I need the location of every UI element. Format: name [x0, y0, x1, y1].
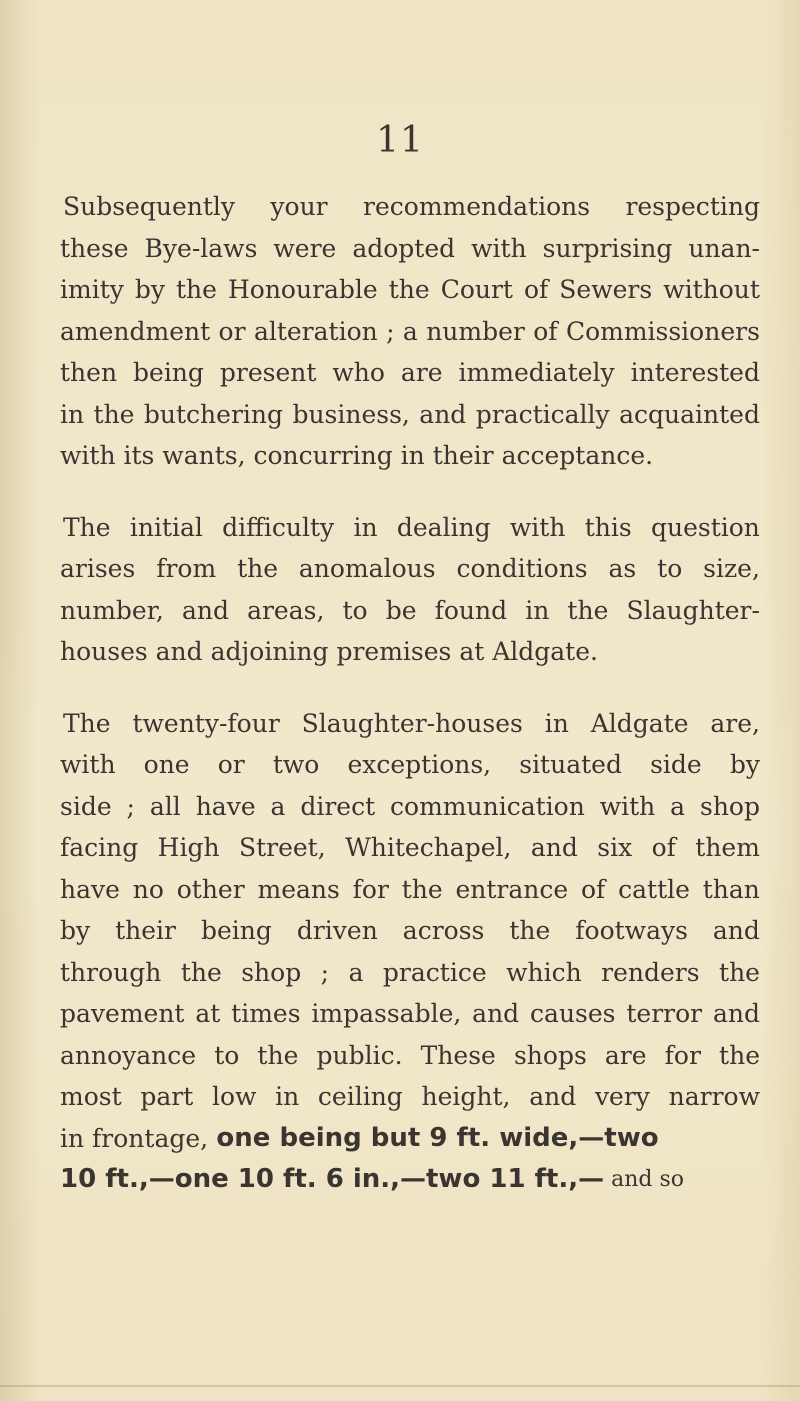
word: a: [670, 791, 686, 821]
word: acquainted: [619, 399, 760, 429]
line-text: houses and adjoining premises at Aldgate.: [60, 637, 598, 666]
word: the: [567, 595, 609, 625]
text-line: [60, 786, 760, 828]
word: immediately: [458, 358, 615, 387]
word: than: [702, 874, 760, 904]
word: by: [134, 275, 166, 304]
word: butchering: [143, 399, 284, 429]
word: with: [60, 750, 116, 779]
word: ;: [386, 316, 395, 346]
word: The: [63, 512, 111, 542]
word: Slaughter-houses: [301, 708, 523, 738]
word: direct: [300, 791, 376, 821]
bold-measurement-text: one being but 9 ft. wide,—two: [216, 1122, 659, 1153]
word: dealing: [396, 512, 491, 542]
text-line: [60, 952, 760, 994]
word: Slaughter-: [626, 595, 760, 625]
word: all: [149, 791, 181, 821]
word: other: [176, 874, 245, 904]
word: their: [115, 916, 176, 945]
word: shop: [699, 791, 760, 821]
word: pavement: [60, 999, 185, 1028]
word: and: [472, 999, 520, 1028]
word: narrow: [668, 1082, 760, 1111]
word: Aldgate: [590, 708, 689, 738]
word: by: [60, 916, 91, 945]
body-text: [60, 186, 760, 1231]
word: public.: [316, 1040, 403, 1070]
word: the: [509, 916, 551, 945]
word: as: [608, 554, 637, 583]
word: and: [530, 833, 578, 862]
word: shop: [241, 957, 302, 987]
word: have: [60, 874, 120, 904]
word: practically: [475, 399, 610, 429]
word: interested: [630, 358, 760, 387]
word: for: [664, 1040, 701, 1070]
word: being: [133, 358, 204, 387]
word: of: [581, 874, 606, 904]
paragraph-3: [60, 703, 760, 1201]
page-number: 11: [376, 120, 424, 161]
word: ceiling: [317, 1082, 403, 1111]
text-line: [60, 507, 760, 549]
word: low: [211, 1082, 257, 1111]
word: Sewers: [559, 275, 653, 304]
word: and: [419, 399, 467, 429]
word: means: [257, 874, 340, 904]
word: by: [729, 750, 760, 779]
word: in: [60, 399, 85, 429]
word: present: [219, 358, 317, 387]
word: conditions: [456, 554, 588, 583]
text-line: [60, 827, 760, 869]
word: a: [270, 791, 286, 821]
word: the: [176, 275, 217, 304]
word: entrance: [455, 874, 569, 904]
word: part: [140, 1082, 194, 1111]
line-text: with its wants, concurring in their acceptance.: [60, 441, 654, 470]
word: in: [544, 708, 569, 738]
word: of: [651, 833, 676, 862]
word: who: [332, 358, 385, 387]
word: imity: [60, 275, 124, 304]
word: two: [272, 750, 320, 779]
word: the: [401, 874, 443, 904]
text-line: [60, 910, 760, 952]
text-line: [60, 1076, 760, 1118]
word: High: [157, 833, 220, 862]
text-line: [60, 548, 760, 590]
word: with: [509, 512, 566, 542]
text-line: [60, 1118, 760, 1160]
word: a: [348, 957, 364, 987]
word: the: [719, 1040, 760, 1070]
word: no: [132, 874, 164, 904]
word: surprising: [542, 233, 673, 263]
word: the: [719, 957, 760, 987]
word: very: [594, 1082, 650, 1111]
text-line: [60, 228, 760, 270]
word: and: [712, 916, 760, 945]
word: without: [663, 275, 760, 304]
text-line: [60, 186, 760, 228]
word: are: [604, 1040, 647, 1070]
word: footways: [575, 916, 688, 945]
word: one: [143, 750, 190, 779]
text-line: [60, 869, 760, 911]
word: are: [400, 358, 443, 387]
word: this: [584, 512, 632, 542]
text-line: [60, 590, 760, 632]
text-line: [60, 394, 760, 436]
line-text: and so: [611, 1167, 685, 1192]
word: Bye-laws: [144, 233, 258, 263]
paragraph-2: [60, 507, 760, 673]
word: are,: [710, 708, 760, 738]
word: initial: [129, 512, 203, 542]
word: six: [597, 833, 633, 862]
word: Subsequently: [63, 192, 236, 221]
word: difficulty: [222, 512, 335, 542]
word: situated: [519, 750, 622, 779]
word: which: [506, 957, 582, 987]
word: Whitechapel,: [345, 833, 512, 862]
word: Commissioners: [565, 316, 760, 346]
word: the: [388, 275, 430, 304]
word: amendment: [60, 316, 211, 346]
word: of: [523, 275, 549, 304]
word: number: [426, 316, 525, 346]
word: terror: [626, 999, 703, 1028]
word: cattle: [618, 874, 690, 904]
word: with: [599, 791, 656, 821]
word: driven: [296, 916, 378, 945]
word: through: [60, 957, 162, 987]
word: then: [60, 358, 118, 387]
word: to: [214, 1040, 240, 1070]
word: Court: [440, 275, 513, 304]
word: height,: [421, 1082, 511, 1111]
bold-measurement-text: 10 ft.,—one 10 ft. 6 in.,—two 11 ft.,—: [60, 1164, 605, 1194]
page-edge-shadow: [0, 1385, 800, 1387]
text-line: [60, 311, 760, 353]
word: arises: [60, 554, 136, 583]
word: your: [270, 192, 328, 221]
word: shops: [513, 1040, 587, 1070]
word: Street,: [238, 833, 326, 862]
word: ;: [320, 957, 330, 987]
word: the: [237, 554, 279, 583]
word: adopted: [352, 233, 456, 263]
word: business,: [292, 399, 410, 429]
word: were: [273, 233, 337, 263]
text-line: [60, 703, 760, 745]
line-text: in frontage,: [60, 1123, 209, 1153]
word: found: [434, 595, 508, 625]
word: side: [60, 791, 112, 821]
text-line: [60, 435, 760, 477]
word: the: [257, 1040, 299, 1070]
word: for: [352, 874, 389, 904]
word: have: [195, 791, 256, 821]
word: them: [695, 833, 760, 862]
word: a: [402, 316, 418, 346]
text-line: [60, 1159, 760, 1201]
word: of: [533, 316, 558, 346]
word: to: [342, 595, 368, 625]
word: communication: [390, 791, 585, 821]
text-line: [60, 631, 760, 673]
word: ;: [126, 791, 135, 821]
word: with: [471, 233, 527, 263]
word: being: [200, 916, 272, 945]
word: alteration: [253, 316, 378, 346]
word: across: [402, 916, 485, 945]
word: causes: [530, 999, 616, 1028]
word: respecting: [625, 192, 760, 221]
word: areas,: [247, 595, 325, 625]
paragraph-1: [60, 186, 760, 477]
word: times: [231, 999, 301, 1028]
word: unan-: [688, 233, 760, 263]
word: the: [180, 957, 222, 987]
text-line: [60, 993, 760, 1035]
word: Honourable: [227, 275, 378, 304]
word: renders: [601, 957, 700, 987]
text-line: [60, 1035, 760, 1077]
word: These: [420, 1040, 496, 1070]
word: question: [650, 512, 760, 542]
word: annoyance: [60, 1040, 197, 1070]
word: in: [525, 595, 550, 625]
word: these: [60, 233, 129, 263]
word: twenty-four: [132, 708, 280, 738]
word: The: [63, 708, 111, 738]
word: from: [156, 554, 217, 583]
word: practice: [382, 957, 487, 987]
word: anomalous: [298, 554, 436, 583]
word: impassable,: [311, 999, 462, 1028]
word: in: [275, 1082, 300, 1111]
word: facing: [60, 833, 139, 862]
word: the: [93, 399, 135, 429]
word: or: [218, 316, 246, 346]
text-line: [60, 352, 760, 394]
text-line: [60, 269, 760, 311]
word: and: [712, 999, 760, 1028]
text-line: [60, 744, 760, 786]
word: and: [529, 1082, 577, 1111]
word: and: [181, 595, 229, 625]
word: recommendations: [363, 192, 591, 221]
word: at: [195, 999, 221, 1028]
word: number,: [60, 595, 164, 625]
word: size,: [703, 554, 760, 583]
word: most: [60, 1082, 122, 1111]
word: be: [385, 595, 417, 625]
word: or: [217, 750, 245, 779]
word: side: [650, 750, 702, 779]
word: to: [657, 554, 683, 583]
word: in: [353, 512, 378, 542]
word: exceptions,: [347, 750, 492, 779]
